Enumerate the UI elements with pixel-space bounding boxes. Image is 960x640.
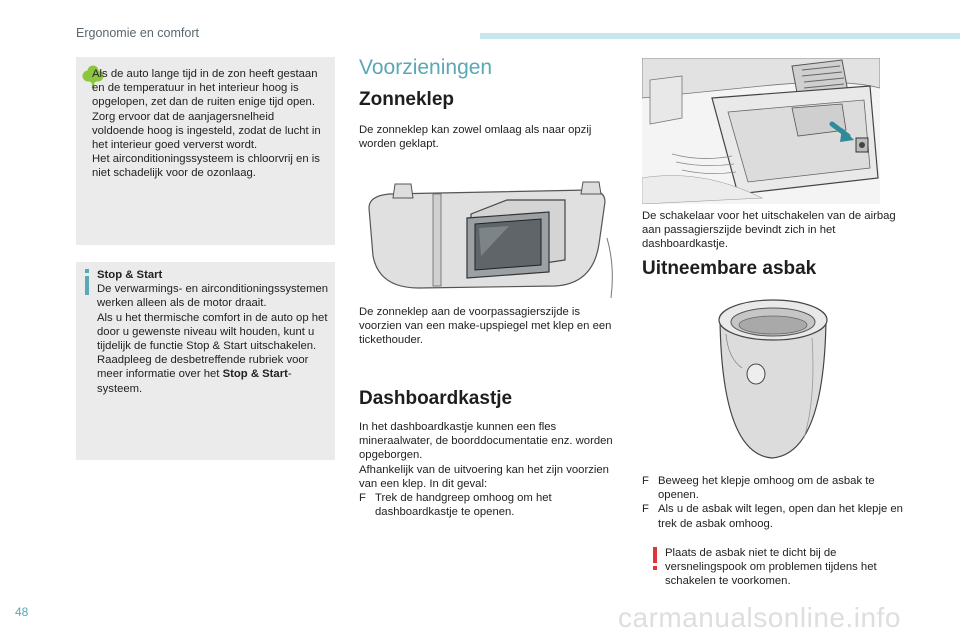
asbak-warning: Plaats de asbak niet te dicht bij de versnelingspook om problemen tijdens het schakelen te voorkomen.	[665, 547, 877, 588]
asbak-bullets	[642, 474, 904, 531]
eco-note-paragraph: Zorg ervoor dat de aanjagersnelheid voldoende hoog is ingesteld, zodat de lucht in het interieur goed ververst wordt.	[92, 110, 321, 152]
glovebox-illustration	[642, 58, 880, 204]
ashtray-illustration	[712, 298, 834, 464]
bullet-marker: F	[359, 492, 366, 505]
info-note-reference-text: Raadpleeg de desbetreffende rubriek voor meer informatie over het	[97, 354, 309, 381]
info-note-reference-bold: Stop & Start	[222, 368, 288, 381]
exclamation-icon	[652, 547, 658, 571]
info-note-reference-suffix: -systeem.	[97, 368, 292, 395]
info-note-line: Als u het thermische comfort in de auto op het door u gewenste niveau wilt houden, kunt u tijdelijk de functie Stop & Start uitschakelen.	[97, 311, 328, 353]
eco-note-paragraph: Het airconditioningssysteem is chloorvrij en is niet schadelijk voor de ozonlaag.	[92, 153, 320, 180]
info-icon	[82, 268, 92, 296]
header-accent-bar	[480, 33, 960, 39]
dashboardkastje-text-2: Afhankelijk van de uitvoering kan het zijn voorzien van een klep. In dit geval:	[359, 463, 609, 490]
asbak-bullet	[642, 474, 904, 502]
eco-note-box	[76, 57, 335, 245]
page-header-title: Ergonomie en comfort	[76, 26, 199, 40]
dashboardkastje-text	[359, 420, 617, 519]
bullet-marker: F	[642, 475, 649, 487]
sun-visor-illustration	[359, 176, 619, 300]
zonneklep-intro: De zonneklep kan zowel omlaag als naar opzij worden geklapt.	[359, 124, 592, 151]
eco-note-paragraph: Als de auto lange tijd in de zon heeft gestaan en de temperatuur in het interieur hoog is opgelopen, zet dan de ruiten enige tijd open.	[92, 68, 318, 109]
info-note-line: De verwarmings- en airconditioningssystemen werken alleen als de motor draait.	[97, 283, 329, 310]
watermark: carmanualsonline.info	[618, 602, 901, 633]
asbak-bullet	[642, 502, 904, 530]
dashboardkastje-text-1: In het dashboardkastje kunnen een fles mineraalwater, de boorddocumentatie enz. worden opgeborgen.	[359, 421, 613, 462]
zonneklep-heading: Zonneklep	[359, 89, 455, 110]
bullet-marker: F	[642, 503, 649, 516]
asbak-heading: Uitneembare asbak	[642, 258, 817, 279]
airbag-caption: De schakelaar voor het uitschakelen van de airbag aan passagierszijde bevindt zich in het dashboardkastje.	[642, 210, 896, 251]
bullet-text: Trek de handgreep omhoog om het dashboardkastje te openen.	[375, 492, 552, 519]
dashboardkastje-heading: Dashboardkastje	[359, 388, 513, 409]
page-number: 48	[15, 605, 29, 619]
bullet-text: Als u de asbak wilt legen, open dan het klepje en trek de asbak omhoog.	[658, 503, 903, 530]
zonneklep-caption: De zonneklep aan de voorpassagierszijde is voorzien van een make-upspiegel met klep en een tickethouder.	[359, 306, 612, 347]
section-title: Voorzieningen	[359, 56, 493, 79]
info-note-title: Stop & Start	[97, 269, 163, 281]
info-note-box	[76, 262, 335, 460]
dashboardkastje-bullet	[359, 491, 617, 519]
bullet-text: Beweeg het klepje omhoog om de asbak te openen.	[658, 475, 875, 502]
info-note-reference	[97, 353, 329, 396]
